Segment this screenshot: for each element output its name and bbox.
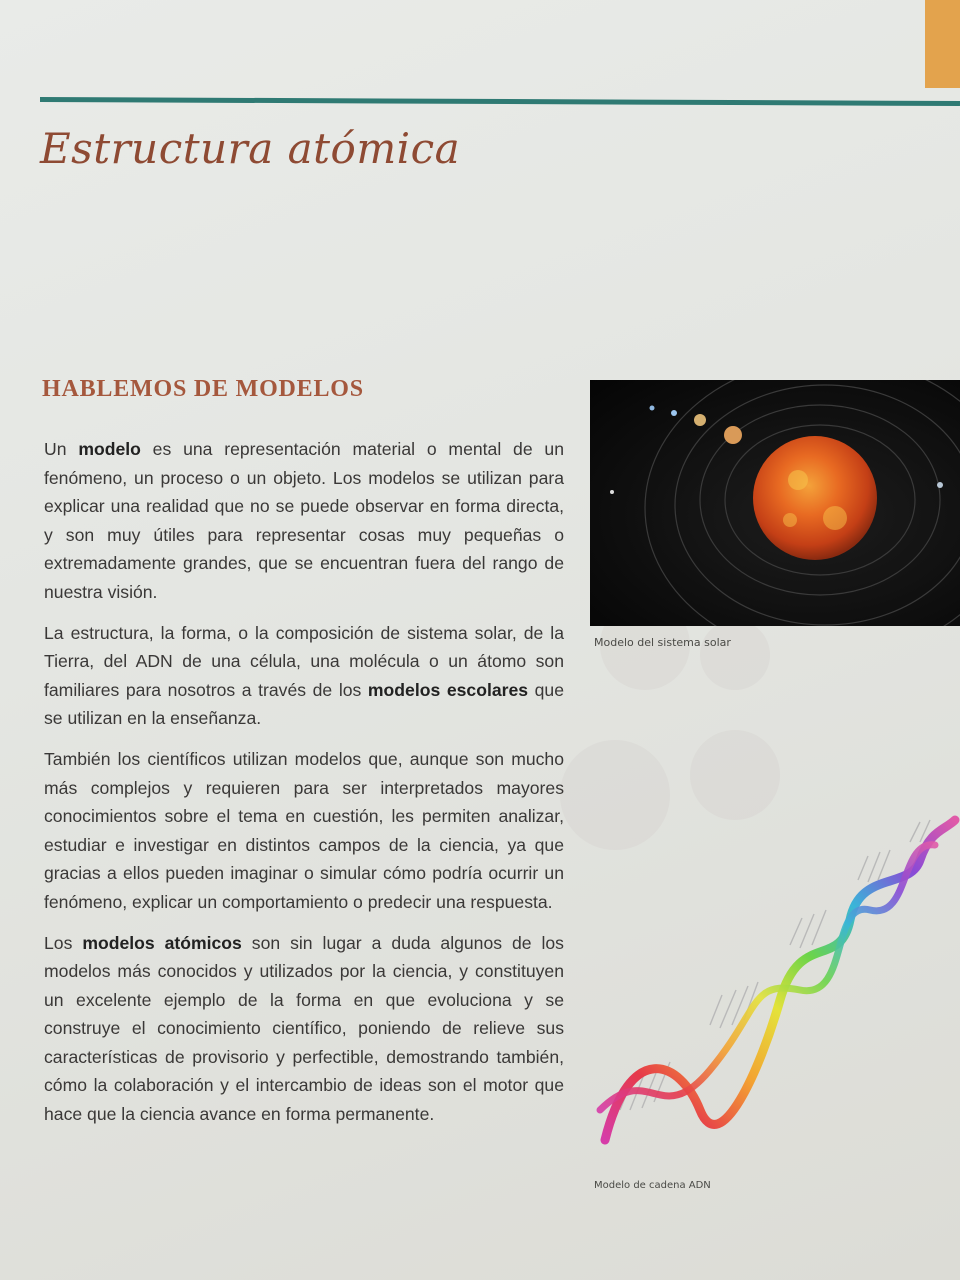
term-modelos-escolares: modelos escolares — [367, 679, 529, 700]
planet-venus — [671, 410, 677, 416]
paragraph-modelos-atomicos: Los modelos atómicos son sin lugar a duda algunos de los modelos más conocidos y utilizados por la ciencia, y constituyen un excelente ejemplo de la forma en que evoluciona y se construye el conocimiento científico, poniendo de relieve sus características de provisorio y perfectible, demostrando también, cómo la colaboración y el intercambio de ideas son el motor que hace que la ciencia avance en forma permanente. — [44, 932, 564, 1125]
header-rule — [40, 97, 960, 106]
paragraph-cientificos: También los científicos utilizan modelos que, aunque son mucho más complejos y requieren para ser interpretados mayores conocimientos sobre el tema en cuestión, les permiten analizar, estudiar e investigar en distintos campos de la ciencia, ya que gracias a ellos pueden imaginar o simular cómo podría ocurrir un fenómeno, explicar un comportamiento o predecir una respuesta. — [44, 748, 564, 912]
term-modelos-atomicos: modelos atómicos — [82, 932, 242, 953]
background-decoration — [690, 730, 780, 820]
paragraph-estructura: La estructura, la forma, o la composición de sistema solar, de la Tierra, del ADN de una célula, una molécula o un átomo son familiares para nosotros a través de los modelos escolares que se utilizan en la enseñanza. — [44, 622, 564, 729]
dna-double-helix — [590, 810, 960, 1170]
body-text — [44, 435, 564, 1141]
dna-image — [590, 810, 960, 1170]
sun — [753, 436, 877, 560]
planet-earth — [694, 414, 706, 426]
section-heading: HABLEMOS DE MODELOS — [42, 376, 364, 402]
solar-system-caption: Modelo del sistema solar — [594, 636, 731, 649]
paragraph-modelo: Un modelo es una representación material o mental de un fenómeno, un proceso o un objeto. Los modelos se utilizan para explicar una realidad que no se puede observar en forma directa, y son muy útiles para representar cosas muy pequeñas o extremadamente grandes, que se encuentran fuera del rango de nuestra visión. — [44, 439, 564, 602]
dna-caption: Modelo de cadena ADN — [594, 1180, 711, 1191]
planet-mercury — [650, 406, 655, 411]
background-decoration — [700, 620, 770, 690]
planet-neptune — [937, 482, 943, 488]
solar-system-image — [590, 380, 960, 626]
page-tab-marker — [925, 0, 960, 88]
solar-system-illustration — [590, 380, 960, 626]
chapter-title: Estructura atómica — [40, 124, 461, 173]
planet-pluto — [610, 490, 614, 494]
term-modelo: modelo — [78, 439, 141, 459]
planet-mars — [724, 426, 742, 444]
